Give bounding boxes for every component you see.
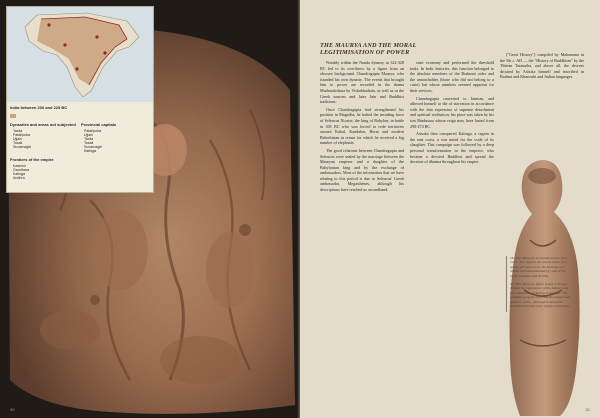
legend-item: Andhra bbox=[13, 176, 25, 180]
text-column-3 bbox=[500, 52, 584, 82]
india-map-icon bbox=[7, 7, 153, 103]
paragraph: Once Chandragupta had strengthened his position in Magadha, he halted the invading force of Seleucus Nicator, the king of Babylon, in battle in 305 BC who was forced to cede territories around Kabul, Kandahar, Herat and modern Baluchistan in return for which he received a big number of elephants. bbox=[320, 106, 404, 146]
legend-item: Ujjain bbox=[13, 137, 22, 141]
map-inset bbox=[6, 6, 154, 104]
legend-item: Taxila bbox=[84, 137, 94, 141]
page-number-right: 31 bbox=[585, 407, 590, 412]
legend-item: Suvarnagiri bbox=[84, 145, 103, 149]
legend-heading-dynasties: Dynasties and areas not subjected bbox=[10, 122, 76, 127]
paragraph: The good relations between Chandragupta and Seleucus were sealed by the marriage between the Mauryan emperor and a daughter of the Babylonian king and by the exchange of ambassadors. Most of the information that we have relating to this period is due to Seleucus' Greek ambassador, Megasthenes, although his descriptions have reached us secondhand. bbox=[320, 147, 404, 193]
text-column-1 bbox=[320, 60, 404, 195]
legend-item: Taxila bbox=[13, 129, 23, 133]
legend-item: Suvarnagiri bbox=[13, 145, 32, 149]
legend-item: Kalinga bbox=[13, 172, 25, 176]
map-legend bbox=[6, 102, 154, 193]
legend-heading-frontiers: Frontiers of the empire bbox=[10, 157, 54, 162]
page-number-left: 30 bbox=[10, 407, 15, 412]
article-title-line-1: THE MAURYA AND THE MORAL bbox=[320, 42, 417, 49]
legend-item: Pataliputra bbox=[13, 133, 31, 137]
legend-heading-capitals: Provincial capitals bbox=[81, 122, 117, 127]
legend-item: Tosali bbox=[84, 141, 94, 145]
legend-item: Gandhara bbox=[13, 168, 29, 172]
right-page bbox=[300, 0, 600, 418]
paragraph: Ashoka then conquered Kalinga, a region in the east coast, a war noted for the scale of its slaughter. This campaign was followed by a deep personal transformation in the emperor, who became a devoted Buddhist and spread the doctrine of dharma throughout his empire. bbox=[410, 131, 494, 165]
legend-item: Pataliputra bbox=[84, 129, 102, 133]
legend-item: Ujjain bbox=[84, 133, 93, 137]
caption-26: 26. This Mauryan terracotta article (3rd-2nd c. BC) depicts the classic theme of a spring girl and a tree, the heritage of a remote period dominated by cults of the Great Goddess and fertility. bbox=[510, 256, 568, 278]
legend-item: Kalinga bbox=[84, 149, 96, 153]
figure-captions bbox=[506, 256, 572, 312]
paragraph: Notably within the Nanda dynasty in 322-320 BC led to its overthrow by a figure from an obscure background. Chandragupta Maurya, who founded his own dynasty. The events that brought him to power are recorded in the drama Mudrarakshasa by Vishakhadatta, as well as in the Greek sources and later Jain and Buddhist traditions. bbox=[320, 60, 404, 105]
article-title-line-2: LEGITIMISATION OF POWER bbox=[320, 49, 410, 56]
legend-item: Tosali bbox=[13, 141, 23, 145]
legend-item: Kashmir bbox=[13, 164, 27, 168]
paragraph: ("Great History") compiled by Mahanama in the 5th c. AD — the "History of Buddhism" by the Tibetan Taranatha, and above all, the decrees dictated by Ashoka himself and inscribed in Brahmi and Kharosthi and Indian languages. bbox=[500, 52, 584, 80]
paragraph: state economy and performed the threshold tasks. In Indic histories, this function belonged to the absolute members of the Brahmin order and the untouchables (those who did not belong to a caste) but whose numbers seemed apparent for their services. bbox=[410, 60, 494, 93]
caption-27: 27. This Mauryan figure found in Bengal reveals the importance of the bathers and the enthusiasm of daring ornaments. The probable purpose of terracotta images was ritual or votive, although it cannot be excluded that they were simply ornaments. bbox=[510, 282, 571, 309]
map-title: India between 200 and 225 BC bbox=[10, 105, 68, 110]
paragraph: Chandragupta converted to Jainism, and allowed himself to die of starvation in accordance with the Jain expression of supreme detachment and spiritual realisation; his place was taken by his son Bindusara whose reign may have lasted from 298-274 BC. bbox=[410, 95, 494, 129]
article-title bbox=[320, 42, 500, 56]
legend-swatch-empire bbox=[10, 114, 16, 118]
